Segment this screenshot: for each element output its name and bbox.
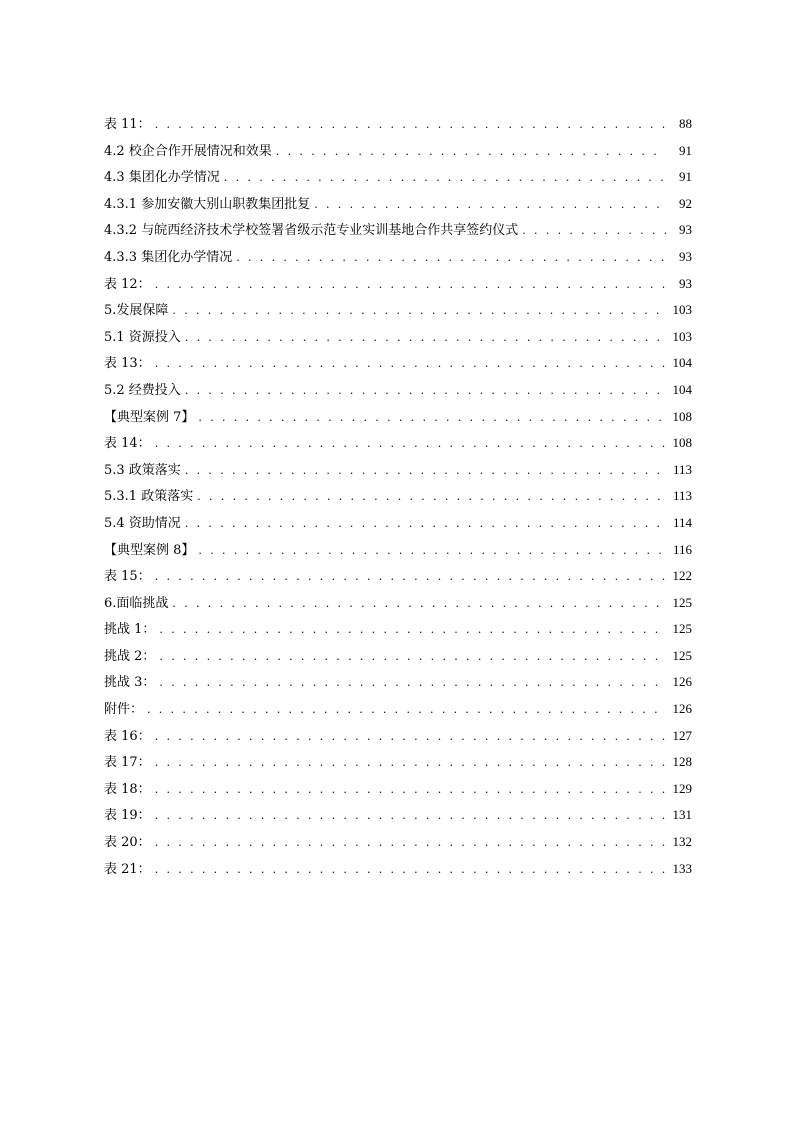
- toc-leader-dots: [185, 511, 666, 538]
- toc-entry-label: 4.3.3 集团化办学情况: [104, 249, 233, 265]
- toc-leader-dots: [155, 750, 666, 777]
- toc-entry[interactable]: [104, 217, 692, 244]
- toc-entry-page: 103: [672, 328, 692, 344]
- toc-entry-page: 131: [672, 807, 692, 823]
- toc-entry[interactable]: [104, 191, 692, 218]
- toc-leader-dots: [155, 830, 666, 857]
- toc-entry-page: 122: [672, 568, 692, 584]
- toc-entry-label: 5.4 资助情况: [104, 515, 181, 531]
- toc-entry-page: 91: [679, 142, 692, 158]
- toc-entry[interactable]: [104, 776, 692, 803]
- toc-leader-dots: [236, 245, 666, 272]
- toc-leader-dots: [276, 139, 666, 166]
- toc-entry[interactable]: [104, 457, 692, 484]
- toc-entry-label: 4.3.1 参加安徽大别山职教集团批复: [104, 196, 311, 212]
- toc-leader-dots: [155, 272, 666, 299]
- toc-leader-dots: [155, 803, 666, 830]
- toc-entry[interactable]: [104, 563, 692, 590]
- toc-entry-label: 挑战 1：: [104, 622, 156, 638]
- toc-entry-page: 88: [679, 116, 692, 131]
- toc-entry-label: 挑战 2：: [104, 648, 156, 664]
- toc-entry-page: 129: [672, 780, 692, 796]
- toc-leader-dots: [172, 298, 666, 325]
- toc-entry-page: 108: [672, 435, 692, 451]
- toc-entry-page: 93: [679, 222, 692, 238]
- toc-leader-dots: [155, 112, 666, 139]
- toc-entry-page: 116: [672, 541, 692, 557]
- toc-entry-page: 93: [679, 275, 692, 291]
- toc-leader-dots: [155, 724, 666, 751]
- toc-entry[interactable]: [104, 138, 692, 165]
- toc-entry-page: 92: [679, 195, 692, 211]
- toc-entry-label: 表 15：: [104, 569, 151, 585]
- toc-leader-dots: [155, 564, 666, 591]
- toc-entry-page: 125: [672, 621, 692, 637]
- toc-entry-label: 表 19：: [104, 808, 151, 824]
- toc-entry-label: 表 21：: [104, 861, 151, 877]
- toc-leader-dots: [185, 378, 666, 405]
- toc-entry-page: 93: [679, 248, 692, 264]
- toc-entry[interactable]: [104, 856, 692, 883]
- toc-entry[interactable]: [104, 590, 692, 617]
- toc-entry-label: 4.3 集团化办学情况: [104, 170, 220, 186]
- toc-entry-page: 113: [672, 488, 692, 504]
- toc-entry-page: 125: [672, 594, 692, 610]
- toc-entry-label: 附件：: [104, 702, 144, 718]
- toc-entry-label: 表 16：: [104, 728, 151, 744]
- toc-entry[interactable]: [104, 723, 692, 750]
- toc-leader-dots: [155, 857, 666, 884]
- toc-entry-label: 6.面临挑战: [104, 595, 169, 611]
- toc-entry-page: 104: [672, 355, 692, 371]
- toc-entry[interactable]: [104, 430, 692, 457]
- toc-leader-dots: [147, 697, 666, 724]
- toc-entry[interactable]: [104, 643, 692, 670]
- toc-entry-label: 5.1 资源投入: [104, 329, 181, 345]
- toc-entry[interactable]: [104, 696, 692, 723]
- toc-entry-label: 表 13：: [104, 356, 151, 372]
- toc-entry-page: 126: [672, 701, 692, 717]
- toc-entry[interactable]: [104, 537, 692, 564]
- toc-entry[interactable]: [104, 164, 692, 191]
- toc-entry-page: 114: [672, 514, 692, 530]
- toc-entry[interactable]: [104, 244, 692, 271]
- toc-entry-label: 4.3.2 与皖西经济技术学校签署省级示范专业实训基地合作共享签约仪式: [104, 223, 519, 239]
- toc-entry[interactable]: [104, 377, 692, 404]
- toc-entry-page: 113: [672, 461, 692, 477]
- toc-leader-dots: [159, 644, 666, 671]
- toc-entry[interactable]: [104, 404, 692, 431]
- toc-entry-page: 133: [672, 860, 692, 876]
- toc-leader-dots: [198, 405, 666, 432]
- toc-entry-page: 126: [672, 674, 692, 690]
- toc-leader-dots: [185, 325, 666, 352]
- toc-entry[interactable]: [104, 271, 692, 298]
- toc-entry-label: 挑战 3：: [104, 675, 156, 691]
- toc-leader-dots: [197, 484, 666, 511]
- toc-leader-dots: [159, 670, 666, 697]
- toc-entry-label: 5.3.1 政策落实: [104, 489, 194, 505]
- toc-entry[interactable]: [104, 111, 692, 138]
- toc-entry-page: 104: [672, 381, 692, 397]
- toc-entry-page: 108: [672, 408, 692, 424]
- toc-entry[interactable]: [104, 749, 692, 776]
- toc-entry[interactable]: [104, 616, 692, 643]
- toc-entry[interactable]: [104, 802, 692, 829]
- toc-leader-dots: [155, 431, 666, 458]
- toc-entry-label: 【典型案例 8】: [104, 542, 195, 558]
- toc-entry-label: 表 12：: [104, 276, 151, 292]
- toc-entry-label: 表 14：: [104, 436, 151, 452]
- toc-entry-label: 表 11：: [104, 117, 151, 132]
- toc-entry[interactable]: [104, 297, 692, 324]
- toc-leader-dots: [185, 458, 666, 485]
- toc-leader-dots: [159, 617, 666, 644]
- toc-entry-page: 125: [672, 647, 692, 663]
- toc-entry-page: 132: [672, 834, 692, 850]
- toc-entry-page: 128: [672, 754, 692, 770]
- toc-entry-page: 103: [672, 302, 692, 318]
- toc-leader-dots: [155, 777, 666, 804]
- toc-entry-label: 5.2 经费投入: [104, 382, 181, 398]
- table-of-contents: [104, 111, 692, 882]
- toc-entry-label: 5.3 政策落实: [104, 462, 181, 478]
- toc-leader-dots: [314, 192, 666, 219]
- toc-entry[interactable]: [104, 483, 692, 510]
- toc-entry[interactable]: [104, 350, 692, 377]
- toc-entry-label: 【典型案例 7】: [104, 409, 195, 425]
- toc-entry[interactable]: [104, 510, 692, 537]
- toc-leader-dots: [522, 218, 666, 245]
- toc-entry[interactable]: [104, 829, 692, 856]
- toc-leader-dots: [198, 538, 666, 565]
- toc-entry-page: 127: [672, 727, 692, 743]
- toc-leader-dots: [172, 591, 666, 618]
- toc-entry-label: 表 17：: [104, 755, 151, 771]
- toc-leader-dots: [224, 165, 666, 192]
- toc-entry-label: 表 18：: [104, 781, 151, 797]
- toc-leader-dots: [155, 351, 666, 378]
- toc-entry-label: 4.2 校企合作开展情况和效果: [104, 143, 272, 159]
- toc-entry-page: 91: [679, 169, 692, 185]
- toc-entry[interactable]: [104, 669, 692, 696]
- toc-entry[interactable]: [104, 324, 692, 351]
- toc-entry-label: 表 20：: [104, 835, 151, 851]
- toc-entry-label: 5.发展保障: [104, 303, 169, 319]
